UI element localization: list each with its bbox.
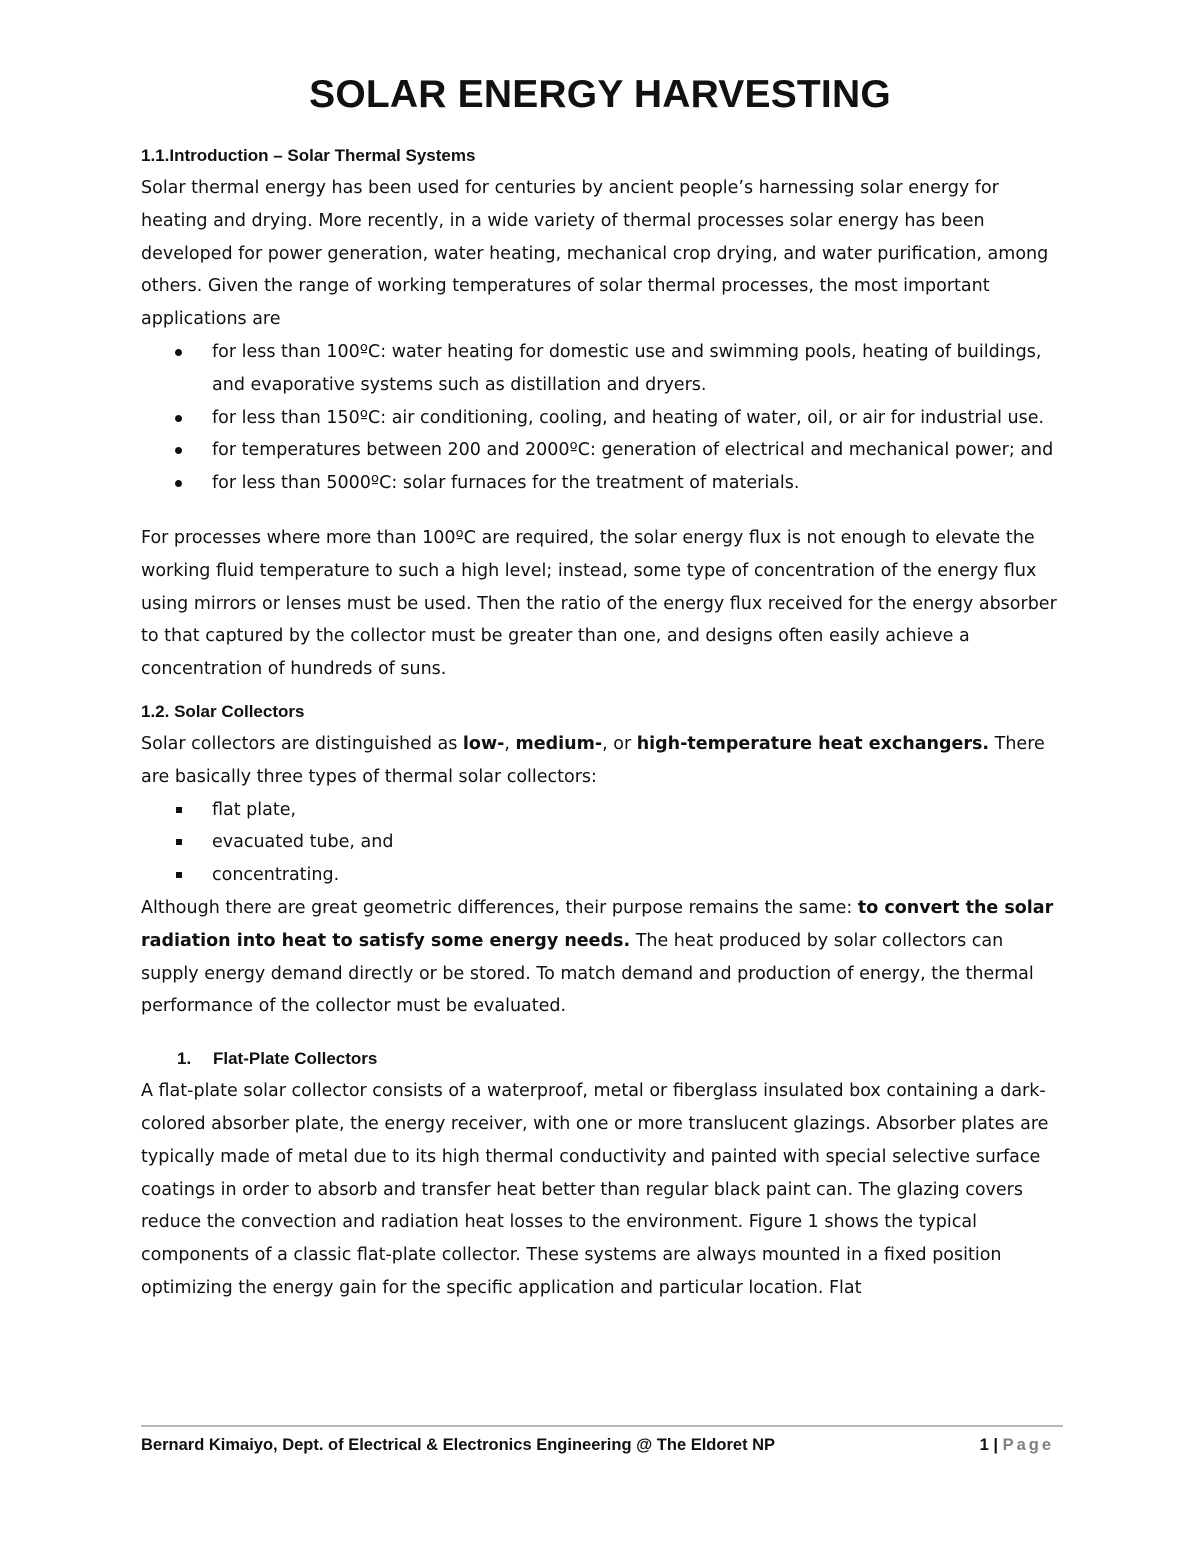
collector-types-list (141, 794, 1066, 892)
list-item: for less than 150ºC: air conditioning, cooling, and heating of water, oil, or air for industrial use. (141, 402, 1066, 435)
subsection-heading-flat-plate: 1. Flat-Plate Collectors (177, 1049, 378, 1069)
collectors-intro-paragraph: Solar collectors are distinguished as low-, medium-, or high-temperature heat exchangers. There are basically three types of thermal solar collectors: (141, 733, 1045, 787)
section-heading-solar-collectors: 1.2. Solar Collectors (141, 701, 305, 721)
page-footer (141, 1433, 1054, 1457)
introduction-paragraph: Solar thermal energy has been used for centuries by ancient people’s harnessing solar energy for heating and drying. More recently, in a wide variety of thermal processes solar energy has been developed for power generation, water heating, mechanical crop drying, and water purification, among others. Given the range of working temperatures of solar thermal processes, the most important applications are (141, 178, 1049, 330)
footer-page-number: 1 | Page (979, 1436, 1054, 1454)
list-item: evacuated tube, and (141, 826, 1066, 859)
footer-divider (141, 1425, 1063, 1427)
list-item: for less than 100ºC: water heating for domestic use and swimming pools, heating of buildings, and evaporative systems such as distillation and dryers. (141, 336, 1066, 402)
list-item: concentrating. (141, 859, 1066, 892)
list-item: flat plate, (141, 794, 1066, 827)
list-item: for temperatures between 200 and 2000ºC: generation of electrical and mechanical power; and (141, 434, 1066, 467)
document-title: SOLAR ENERGY HARVESTING (309, 73, 891, 116)
list-item: for less than 5000ºC: solar furnaces for the treatment of materials. (141, 467, 1066, 500)
section-heading-introduction: 1.1.Introduction – Solar Thermal Systems (141, 146, 476, 165)
collectors-purpose-paragraph: Although there are great geometric differences, their purpose remains the same: to convert the solar radiation into heat to satisfy some energy needs. The heat produced by solar collectors can supply energy demand directly or be stored. To match demand and production of energy, the thermal performance of the collector must be evaluated. (141, 897, 1054, 1017)
footer-author: Bernard Kimaiyo, Dept. of Electrical & Electronics Engineering @ The Eldoret NP (141, 1436, 776, 1454)
document-body (141, 140, 1066, 1305)
flat-plate-paragraph: A flat-plate solar collector consists of a waterproof, metal or fiberglass insulated box containing a dark-colored absorber plate, the energy receiver, with one or more translucent glazings. Absorber plates are typically made of metal due to its high thermal conductivity and painted with special selective surface coatings in order to absorb and transfer heat better than regular black paint can. The glazing covers reduce the convection and radiation heat losses to the environment. Figure 1 shows the typical components of a classic flat-plate collector. These systems are always mounted in a fixed position optimizing the energy gain for the specific application and particular location. Flat (141, 1081, 1049, 1298)
concentration-paragraph: For processes where more than 100ºC are required, the solar energy flux is not enough to elevate the working fluid temperature to such a high level; instead, some type of concentration of the energy flux using mirrors or lenses must be used. Then the ratio of the energy flux received for the energy absorber to that captured by the collector must be greater than one, and designs often easily achieve a concentration of hundreds of suns. (141, 527, 1057, 680)
applications-list (141, 336, 1066, 500)
